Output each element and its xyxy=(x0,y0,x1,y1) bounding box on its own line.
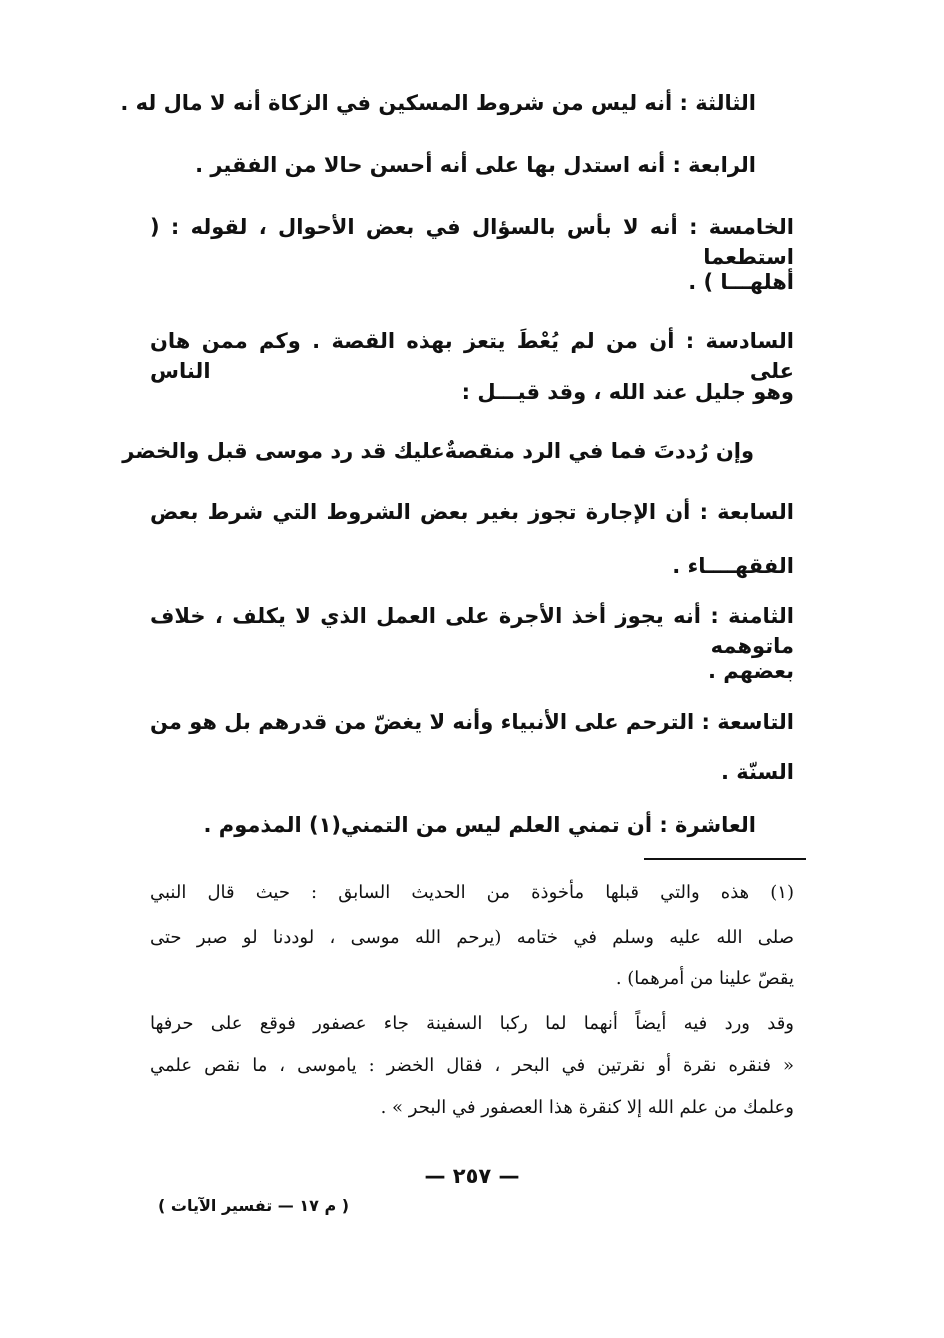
signature-mark: ( م ١٧ — تفسير الآيات ) xyxy=(158,1196,350,1215)
footnote-line: وقد ورد فيه أيضاً أنهما لما ركبا السفينة جاء عصفور فوقع على حرفها xyxy=(150,1013,794,1034)
point-sixth: السادسة : أن من لم يُعْطَ يتعز بهذه القصة . وكم ممن هان على الناس xyxy=(150,329,794,383)
point-seventh-continued: الفقهــــاء . xyxy=(672,554,794,578)
page-number: — ٢٥٧ — xyxy=(424,1164,520,1188)
point-eighth-continued: بعضهم . xyxy=(707,659,794,683)
point-tenth: العاشرة : أن تمني العلم ليس من التمني(١) المذموم . xyxy=(203,813,756,837)
footnote-line: وعلمك من علم الله إلا كنقرة هذا العصفور في البحر » . xyxy=(380,1097,794,1118)
point-fifth-continued: أهلهـــا ) . xyxy=(688,270,794,294)
point-ninth-continued: السنّة . xyxy=(720,760,794,784)
poem-second-hemistich: عليك قد رد موسى قبل والخضر xyxy=(122,439,445,463)
footnote-line: « فنقره نقرة أو نقرتين في البحر ، فقال الخضر : ياموسى ، ما نقص علمي xyxy=(150,1055,794,1076)
poem-verse xyxy=(122,436,754,466)
point-fourth: الرابعة : أنه استدل بها على أنه أحسن حالا من الفقير . xyxy=(195,153,756,177)
footnote-separator xyxy=(644,858,806,860)
point-eighth: الثامنة : أنه يجوز أخذ الأجرة على العمل الذي لا يكلف ، خلاف ماتوهمه xyxy=(150,604,794,658)
point-third: الثالثة : أنه ليس من شروط المسكين في الزكاة أنه لا مال له . xyxy=(120,91,756,115)
point-seventh: السابعة : أن الإجارة تجوز بغير بعض الشروط التي شرط بعض xyxy=(150,500,794,524)
footnote-line: (١) هذه والتي قبلها مأخوذة من الحديث السابق : حيث قال النبي xyxy=(150,882,794,903)
point-fifth: الخامسة : أنه لا بأس بالسؤال في بعض الأحوال ، لقوله : ( استطعما xyxy=(150,215,794,269)
point-sixth-continued: وهو جليل عند الله ، وقد قيـــل : xyxy=(461,380,794,404)
point-ninth: التاسعة : الترحم على الأنبياء وأنه لا يغضّ من قدرهم بل هو من xyxy=(150,710,794,734)
footnote-line: يقصّ علينا من أمرهما) . xyxy=(615,968,794,989)
footnote-line: صلى الله عليه وسلم في ختامه (يرحم الله موسى ، لوددنا لو صبر حتى xyxy=(150,927,794,948)
poem-first-hemistich: وإن رُددتَ فما في الرد منقصةٌ xyxy=(444,439,754,463)
